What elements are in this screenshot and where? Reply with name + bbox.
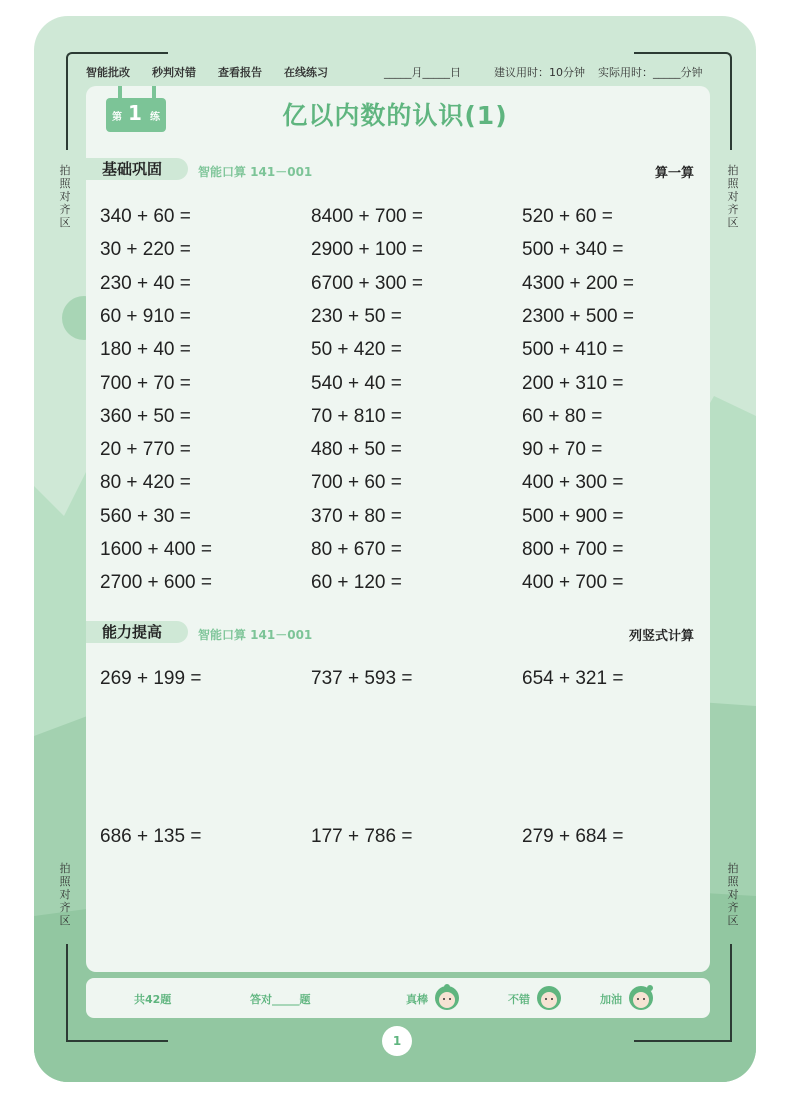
section1-label: 基础巩固 — [86, 158, 188, 180]
child-face-icon — [626, 982, 656, 1012]
correct-count: 答对_____题 — [250, 993, 311, 1006]
vertical-calc-problem: 686 + 135 = — [100, 826, 202, 847]
problem-item: 520 + 60 = — [522, 206, 613, 227]
problem-item: 540 + 40 = — [311, 372, 402, 394]
rating-keep-label: 加油 — [600, 993, 622, 1006]
boy-face-icon — [534, 982, 564, 1012]
problem-item: 20 + 770 = — [100, 439, 191, 461]
problem-item: 70 + 810 = — [311, 405, 402, 427]
problem-item: 80 + 670 = — [311, 539, 402, 560]
page-title: 亿以内数的认识(1) — [282, 101, 508, 130]
badge-prefix: 第 — [112, 112, 122, 123]
problem-item: 400 + 700 = — [522, 572, 624, 594]
problem-item: 400 + 300 = — [522, 472, 624, 494]
top-header — [86, 64, 716, 82]
problem-item: 50 + 420 = — [311, 339, 402, 361]
suggested-time: 建议用时：10分钟 — [494, 66, 585, 79]
problem-item: 700 + 60 = — [311, 472, 402, 494]
badge-suffix: 练 — [150, 112, 160, 123]
problem-item: 560 + 30 = — [100, 505, 191, 527]
problem-item: 800 + 700 = — [522, 539, 624, 560]
section2-code: 智能口算 141－001 — [198, 628, 313, 642]
problem-item: 2700 + 600 = — [100, 572, 212, 594]
problem-item: 1600 + 400 = — [100, 539, 212, 560]
section2-label: 能力提高 — [86, 621, 188, 643]
problem-item: 230 + 40 = — [100, 272, 191, 294]
problem-item: 480 + 50 = — [311, 439, 402, 461]
score-footer — [86, 978, 710, 1018]
problem-item: 500 + 410 = — [522, 339, 624, 361]
section1-instruction: 算一算 — [654, 166, 694, 181]
problem-item: 6700 + 300 = — [311, 272, 423, 294]
problem-item: 2900 + 100 = — [311, 239, 423, 261]
problem-item: 60 + 80 = — [522, 405, 603, 427]
header-item-online-practice: 在线练习 — [284, 66, 328, 79]
vertical-calc-problem: 654 + 321 = — [522, 668, 624, 689]
header-item-quick-check: 秒判对错 — [152, 66, 196, 79]
problem-item: 700 + 70 = — [100, 372, 191, 394]
girl-face-icon — [432, 982, 462, 1012]
vertical-calc-problem: 737 + 593 = — [311, 668, 413, 689]
badge-number: 1 — [128, 101, 142, 125]
problem-item: 500 + 340 = — [522, 239, 624, 261]
actual-time: 实际用时：_____分钟 — [598, 66, 703, 79]
problem-item: 4300 + 200 = — [522, 272, 634, 294]
header-item-smart-grade: 智能批改 — [86, 66, 130, 79]
side-label-top-right: 拍照对齐区 — [727, 164, 739, 229]
problem-item: 30 + 220 = — [100, 239, 191, 261]
header-item-report: 查看报告 — [218, 66, 262, 79]
date-line: _____月_____日 — [384, 66, 461, 79]
section2-instruction: 列竖式计算 — [628, 629, 694, 644]
vertical-calc-problem: 269 + 199 = — [100, 668, 202, 689]
rating-good-label: 不错 — [508, 993, 530, 1006]
side-label-top-left: 拍照对齐区 — [59, 164, 71, 229]
page-number: 1 — [382, 1026, 412, 1056]
side-label-bottom-left: 拍照对齐区 — [59, 862, 71, 927]
problem-item: 360 + 50 = — [100, 405, 191, 427]
rating-great-label: 真棒 — [406, 993, 428, 1006]
problem-item: 80 + 420 = — [100, 472, 191, 494]
problem-item: 340 + 60 = — [100, 206, 191, 227]
problem-item: 8400 + 700 = — [311, 206, 423, 227]
problem-item: 370 + 80 = — [311, 505, 402, 527]
total-questions: 共42题 — [134, 993, 172, 1006]
vertical-calc-problem: 279 + 684 = — [522, 826, 624, 847]
vertical-calc-problem: 177 + 786 = — [311, 826, 413, 847]
problem-item: 500 + 900 = — [522, 505, 624, 527]
section1-code: 智能口算 141－001 — [198, 165, 313, 179]
problem-item: 2300 + 500 = — [522, 305, 634, 327]
lesson-badge — [106, 98, 166, 132]
problem-item: 230 + 50 = — [311, 305, 402, 327]
side-label-bottom-right: 拍照对齐区 — [727, 862, 739, 927]
problem-item: 180 + 40 = — [100, 339, 191, 361]
problem-item: 90 + 70 = — [522, 439, 603, 461]
problem-item: 60 + 910 = — [100, 305, 191, 327]
problem-item: 60 + 120 = — [311, 572, 402, 594]
problem-item: 200 + 310 = — [522, 372, 624, 394]
